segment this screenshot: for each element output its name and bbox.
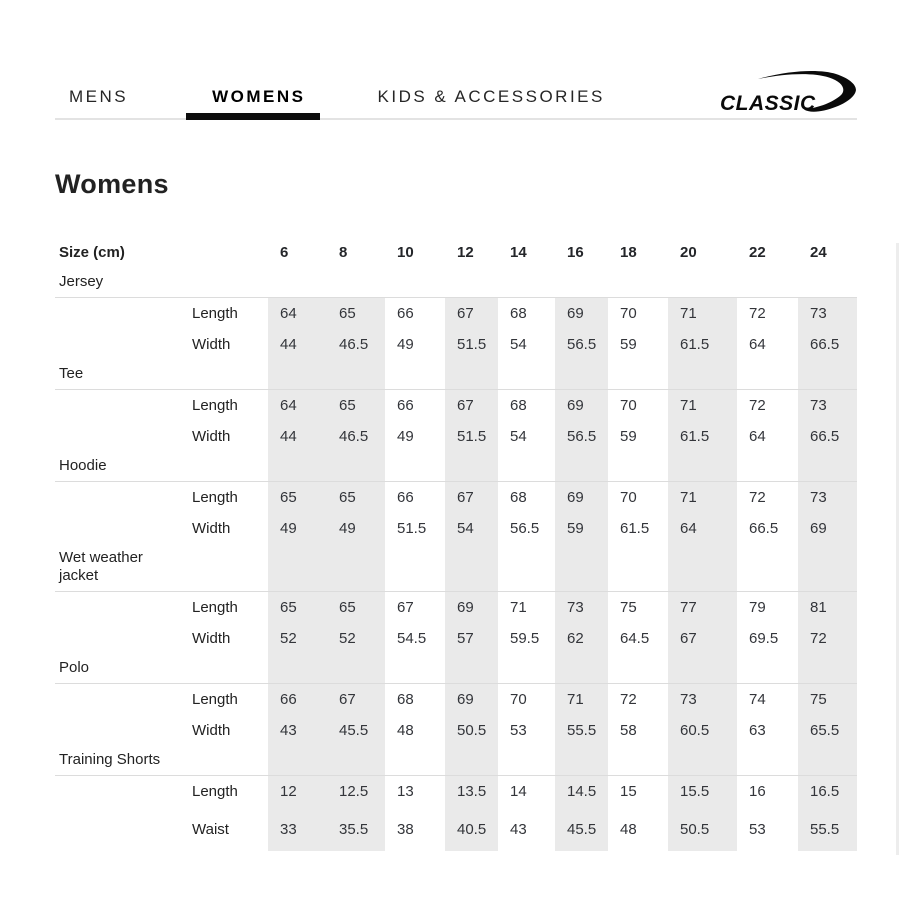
- size-value-cell: 52: [268, 623, 327, 654]
- section-stripe-cell: [668, 360, 737, 389]
- size-value-cell: 67: [445, 298, 498, 329]
- section-stripe-cell: [498, 452, 555, 481]
- row-spacer: [55, 776, 192, 807]
- size-value-cell: 40.5: [445, 807, 498, 851]
- size-value-cell: 67: [668, 623, 737, 654]
- section-row: [55, 268, 857, 298]
- size-value-cell: 14: [510, 783, 527, 801]
- section-stripe-cell: [798, 268, 857, 297]
- size-value-cell: 13: [397, 783, 414, 801]
- size-value-cell: 61.5: [668, 421, 737, 452]
- section-stripe-cell: [327, 360, 385, 389]
- section-stripe-cell: [608, 360, 668, 389]
- size-value-cell: 73: [798, 482, 857, 513]
- section-stripe-cell: [798, 746, 857, 775]
- section-stripe-cell: [385, 360, 445, 389]
- size-value-cell: 69: [445, 592, 498, 623]
- size-value-cell: 58: [620, 722, 637, 740]
- size-value-cell: 72: [749, 396, 766, 414]
- size-value-cell: 71: [668, 482, 737, 513]
- row-spacer: [55, 513, 192, 544]
- size-value-cell: 49: [268, 513, 327, 544]
- size-value-cell: 49: [327, 513, 385, 544]
- size-value-cell: 53: [510, 722, 527, 740]
- size-value-cell: 65: [327, 592, 385, 623]
- size-value-cell: 74: [749, 691, 766, 709]
- size-value-cell: 55.5: [555, 715, 608, 746]
- size-value-cell: 51.5: [445, 329, 498, 360]
- size-value-cell: 64: [749, 335, 766, 353]
- measure-row: [55, 329, 857, 360]
- size-value-cell: 69.5: [749, 630, 779, 648]
- size-value-cell: 66.5: [749, 519, 779, 537]
- size-column-header: 20: [680, 243, 697, 261]
- size-value-cell: 56.5: [510, 519, 540, 537]
- section-stripe-cell: [385, 268, 445, 297]
- section-stripe-cell: [555, 746, 608, 775]
- size-column-header: 18: [620, 243, 637, 261]
- size-value-cell: 38: [397, 820, 414, 838]
- size-value-cell: 75: [620, 599, 637, 617]
- row-spacer: [55, 623, 192, 654]
- section-stripe-cell: [668, 654, 737, 683]
- size-value-cell: 48: [620, 820, 637, 838]
- size-value-cell: 72: [749, 488, 766, 506]
- section-stripe-cell: [385, 746, 445, 775]
- section-stripe-cell: [737, 746, 798, 775]
- size-value-cell: 59.5: [510, 630, 540, 648]
- section-stripe-cell: [498, 654, 555, 683]
- size-value-cell: 67: [327, 684, 385, 715]
- size-value-cell: 14.5: [555, 776, 608, 807]
- size-column-header: 16: [567, 243, 584, 261]
- tab-womens[interactable]: WOMENS: [212, 87, 306, 106]
- size-value-cell: 54.5: [397, 630, 427, 648]
- section-stripe-cell: [445, 268, 498, 297]
- section-label: Polo: [59, 659, 90, 677]
- measure-label: Length: [192, 396, 238, 414]
- size-value-cell: 12: [268, 776, 327, 807]
- size-value-cell: 73: [798, 298, 857, 329]
- measure-label: Width: [192, 335, 231, 353]
- section-stripe-cell: [555, 360, 608, 389]
- section-stripe-cell: [268, 268, 327, 297]
- section-stripe-cell: [668, 452, 737, 481]
- section-stripe-cell: [327, 268, 385, 297]
- size-value-cell: 70: [620, 488, 637, 506]
- size-value-cell: 66: [397, 304, 414, 322]
- row-spacer: [55, 807, 192, 851]
- size-value-cell: 66: [397, 488, 414, 506]
- measure-row: [55, 513, 857, 544]
- size-value-cell: 65: [327, 482, 385, 513]
- section-stripe-cell: [445, 360, 498, 389]
- size-unit-label: Size (cm): [59, 243, 125, 261]
- section-stripe-cell: [327, 452, 385, 481]
- measure-label: Length: [192, 599, 238, 617]
- row-spacer: [55, 482, 192, 513]
- section-stripe-cell: [798, 360, 857, 389]
- size-value-cell: 64: [268, 298, 327, 329]
- size-value-cell: 69: [445, 684, 498, 715]
- size-value-cell: 49: [397, 427, 414, 445]
- section-stripe-cell: [555, 544, 608, 592]
- section-stripe-cell: [498, 360, 555, 389]
- measure-row: [55, 482, 857, 513]
- size-value-cell: 64: [749, 427, 766, 445]
- size-value-cell: 68: [510, 488, 527, 506]
- section-stripe-cell: [385, 544, 445, 592]
- section-stripe-cell: [608, 654, 668, 683]
- size-value-cell: 64: [668, 513, 737, 544]
- section-stripe-cell: [608, 544, 668, 592]
- section-stripe-cell: [737, 268, 798, 297]
- size-value-cell: 46.5: [327, 329, 385, 360]
- classic-logo[interactable]: [718, 66, 858, 116]
- size-value-cell: 69: [555, 482, 608, 513]
- size-value-cell: 50.5: [445, 715, 498, 746]
- measure-label: Waist: [192, 820, 229, 838]
- section-stripe-cell: [668, 544, 737, 592]
- section-stripe-cell: [798, 452, 857, 481]
- size-value-cell: 56.5: [555, 421, 608, 452]
- size-value-cell: 68: [510, 304, 527, 322]
- row-spacer: [55, 390, 192, 421]
- section-stripe-cell: [798, 544, 857, 592]
- size-value-cell: 62: [555, 623, 608, 654]
- size-value-cell: 48: [397, 722, 414, 740]
- size-column-header: 24: [810, 243, 827, 261]
- section-stripe-cell: [608, 452, 668, 481]
- row-spacer: [55, 715, 192, 746]
- size-value-cell: 66.5: [798, 329, 857, 360]
- size-value-cell: 12.5: [327, 776, 385, 807]
- measure-label: Length: [192, 304, 238, 322]
- size-value-cell: 44: [268, 421, 327, 452]
- size-value-cell: 71: [668, 298, 737, 329]
- size-value-cell: 44: [268, 329, 327, 360]
- size-value-cell: 60.5: [668, 715, 737, 746]
- size-value-cell: 70: [620, 396, 637, 414]
- measure-label: Length: [192, 488, 238, 506]
- size-value-cell: 68: [397, 691, 414, 709]
- section-row: [55, 746, 857, 776]
- section-stripe-cell: [668, 268, 737, 297]
- size-value-cell: 56.5: [555, 329, 608, 360]
- size-value-cell: 65: [327, 298, 385, 329]
- size-value-cell: 33: [268, 807, 327, 851]
- section-stripe-cell: [445, 654, 498, 683]
- section-stripe-cell: [327, 746, 385, 775]
- size-column-header: 12: [457, 243, 474, 261]
- measure-row: [55, 776, 857, 807]
- section-stripe-cell: [737, 360, 798, 389]
- size-value-cell: 77: [668, 592, 737, 623]
- size-value-cell: 67: [445, 482, 498, 513]
- size-column-header: 22: [749, 243, 766, 261]
- measure-label: Width: [192, 519, 231, 537]
- size-value-cell: 69: [798, 513, 857, 544]
- section-label: Jersey: [59, 272, 104, 290]
- section-stripe-cell: [385, 654, 445, 683]
- section-stripe-cell: [798, 654, 857, 683]
- size-value-cell: 15: [620, 783, 637, 801]
- section-stripe-cell: [445, 746, 498, 775]
- size-value-cell: 65: [268, 482, 327, 513]
- size-value-cell: 46.5: [327, 421, 385, 452]
- size-value-cell: 70: [620, 304, 637, 322]
- size-value-cell: 16: [749, 783, 766, 801]
- size-value-cell: 45.5: [555, 807, 608, 851]
- section-stripe-cell: [327, 654, 385, 683]
- size-value-cell: 65.5: [798, 715, 857, 746]
- size-value-cell: 68: [510, 396, 527, 414]
- size-value-cell: 43: [268, 715, 327, 746]
- section-stripe-cell: [268, 360, 327, 389]
- section-label: Hoodie: [59, 456, 107, 474]
- section-stripe-cell: [385, 452, 445, 481]
- size-value-cell: 54: [510, 335, 527, 353]
- size-value-cell: 66: [397, 396, 414, 414]
- section-stripe-cell: [608, 268, 668, 297]
- section-row: [55, 544, 857, 593]
- measure-row: [55, 684, 857, 715]
- size-value-cell: 69: [555, 390, 608, 421]
- measure-label: Width: [192, 427, 231, 445]
- section-stripe-cell: [498, 746, 555, 775]
- measure-label: Length: [192, 691, 238, 709]
- section-stripe-cell: [268, 654, 327, 683]
- size-value-cell: 35.5: [327, 807, 385, 851]
- row-spacer: [55, 684, 192, 715]
- size-value-cell: 51.5: [445, 421, 498, 452]
- size-value-cell: 59: [620, 427, 637, 445]
- size-value-cell: 72: [798, 623, 857, 654]
- section-row: [55, 654, 857, 684]
- size-value-cell: 54: [510, 427, 527, 445]
- section-label: Tee: [59, 364, 84, 382]
- size-value-cell: 64: [268, 390, 327, 421]
- section-stripe-cell: [445, 452, 498, 481]
- section-row: [55, 452, 857, 482]
- measure-row: [55, 807, 857, 851]
- section-stripe-cell: [555, 452, 608, 481]
- logo-text: CLASSIC: [720, 92, 816, 115]
- section-stripe-cell: [445, 544, 498, 592]
- measure-label: Length: [192, 783, 238, 801]
- section-label: Training Shorts: [59, 751, 161, 769]
- size-value-cell: 16.5: [798, 776, 857, 807]
- size-header-row: [55, 237, 857, 268]
- measure-label: Width: [192, 630, 231, 648]
- size-value-cell: 13.5: [445, 776, 498, 807]
- measure-row: [55, 421, 857, 452]
- measure-row: [55, 715, 857, 746]
- section-label: Wet weather jacket: [59, 548, 143, 585]
- size-value-cell: 81: [798, 592, 857, 623]
- section-stripe-cell: [737, 452, 798, 481]
- size-value-cell: 15.5: [668, 776, 737, 807]
- size-value-cell: 59: [555, 513, 608, 544]
- size-value-cell: 54: [445, 513, 498, 544]
- measure-row: [55, 592, 857, 623]
- size-value-cell: 71: [555, 684, 608, 715]
- size-value-cell: 57: [445, 623, 498, 654]
- size-value-cell: 71: [668, 390, 737, 421]
- tab-kids-accessories[interactable]: KIDS & ACCESSORIES: [377, 87, 605, 106]
- section-row: [55, 360, 857, 390]
- page-title: Womens: [55, 168, 169, 199]
- section-stripe-cell: [498, 268, 555, 297]
- section-stripe-cell: [268, 544, 327, 592]
- size-value-cell: 53: [749, 820, 766, 838]
- size-table-body: [55, 268, 857, 851]
- section-stripe-cell: [555, 654, 608, 683]
- size-value-cell: 61.5: [668, 329, 737, 360]
- measure-row: [55, 390, 857, 421]
- size-value-cell: 66.5: [798, 421, 857, 452]
- size-value-cell: 51.5: [397, 519, 427, 537]
- size-value-cell: 43: [510, 820, 527, 838]
- size-column-header: 14: [510, 243, 527, 261]
- measure-row: [55, 623, 857, 654]
- size-value-cell: 79: [749, 599, 766, 617]
- size-value-cell: 69: [555, 298, 608, 329]
- size-column-header: 8: [339, 243, 348, 261]
- size-value-cell: 75: [798, 684, 857, 715]
- section-stripe-cell: [737, 654, 798, 683]
- size-value-cell: 49: [397, 335, 414, 353]
- section-stripe-cell: [555, 268, 608, 297]
- size-value-cell: 63: [749, 722, 766, 740]
- size-value-cell: 66: [268, 684, 327, 715]
- size-value-cell: 71: [510, 599, 527, 617]
- row-spacer: [55, 421, 192, 452]
- row-spacer: [55, 298, 192, 329]
- measure-row: [55, 298, 857, 329]
- tab-mens[interactable]: MENS: [69, 87, 129, 106]
- size-value-cell: 65: [268, 592, 327, 623]
- size-guide-page: [55, 0, 857, 851]
- size-value-cell: 73: [668, 684, 737, 715]
- scrollbar-track[interactable]: [896, 243, 899, 855]
- size-value-cell: 61.5: [620, 519, 650, 537]
- size-table: [55, 237, 857, 851]
- size-value-cell: 72: [620, 691, 637, 709]
- size-value-cell: 45.5: [327, 715, 385, 746]
- size-value-cell: 73: [798, 390, 857, 421]
- section-stripe-cell: [668, 746, 737, 775]
- size-column-header: 10: [397, 243, 414, 261]
- section-stripe-cell: [498, 544, 555, 592]
- section-stripe-cell: [268, 452, 327, 481]
- size-value-cell: 65: [327, 390, 385, 421]
- row-spacer: [55, 329, 192, 360]
- size-value-cell: 52: [327, 623, 385, 654]
- section-stripe-cell: [327, 544, 385, 592]
- size-value-cell: 64.5: [620, 630, 650, 648]
- size-value-cell: 67: [397, 599, 414, 617]
- section-stripe-cell: [737, 544, 798, 592]
- size-value-cell: 67: [445, 390, 498, 421]
- size-column-header: 6: [280, 243, 289, 261]
- size-value-cell: 55.5: [798, 807, 857, 851]
- section-stripe-cell: [268, 746, 327, 775]
- measure-label: Width: [192, 722, 231, 740]
- size-value-cell: 59: [620, 335, 637, 353]
- row-spacer: [55, 592, 192, 623]
- size-value-cell: 50.5: [668, 807, 737, 851]
- size-value-cell: 72: [749, 304, 766, 322]
- size-value-cell: 73: [555, 592, 608, 623]
- size-value-cell: 70: [510, 691, 527, 709]
- section-stripe-cell: [608, 746, 668, 775]
